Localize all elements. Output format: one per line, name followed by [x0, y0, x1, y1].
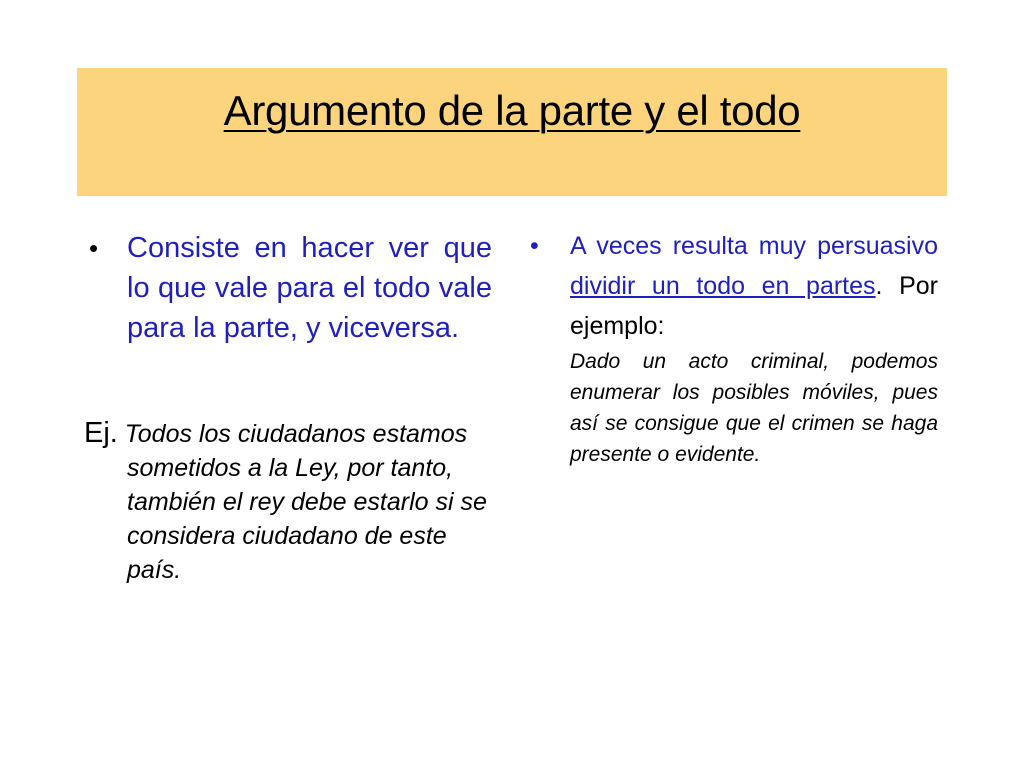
bullet-dot-icon: • — [89, 233, 99, 263]
right-bullet-intro: A veces resulta muy persuasivo — [570, 232, 938, 260]
left-example — [84, 416, 492, 587]
left-column — [84, 228, 492, 587]
example-label: Ej. — [84, 417, 118, 449]
slide-title: Argumento de la parte y el todo — [223, 87, 801, 134]
right-bullet — [527, 228, 938, 344]
right-column — [527, 228, 938, 470]
left-bullet — [84, 228, 492, 348]
right-example-text: Dado un acto criminal, podemos enumerar los posibles móviles, pues así se consigue que el crimen se haga presente o evidente. — [570, 350, 938, 466]
bullet-dot-icon: • — [530, 232, 539, 260]
title-band — [77, 68, 947, 196]
right-bullet-underlined: dividir un todo en partes — [570, 272, 876, 300]
left-example-text: Todos los ciudadanos estamos sometidos a la Ley, por tanto, también el rey debe estarlo si se considera ciudadano de este país. — [124, 420, 487, 584]
left-bullet-text: Consiste en hacer ver que lo que vale para el todo vale para la parte, y viceversa. — [127, 232, 492, 344]
right-bullet-tail: . Por ejemplo: — [570, 272, 938, 340]
